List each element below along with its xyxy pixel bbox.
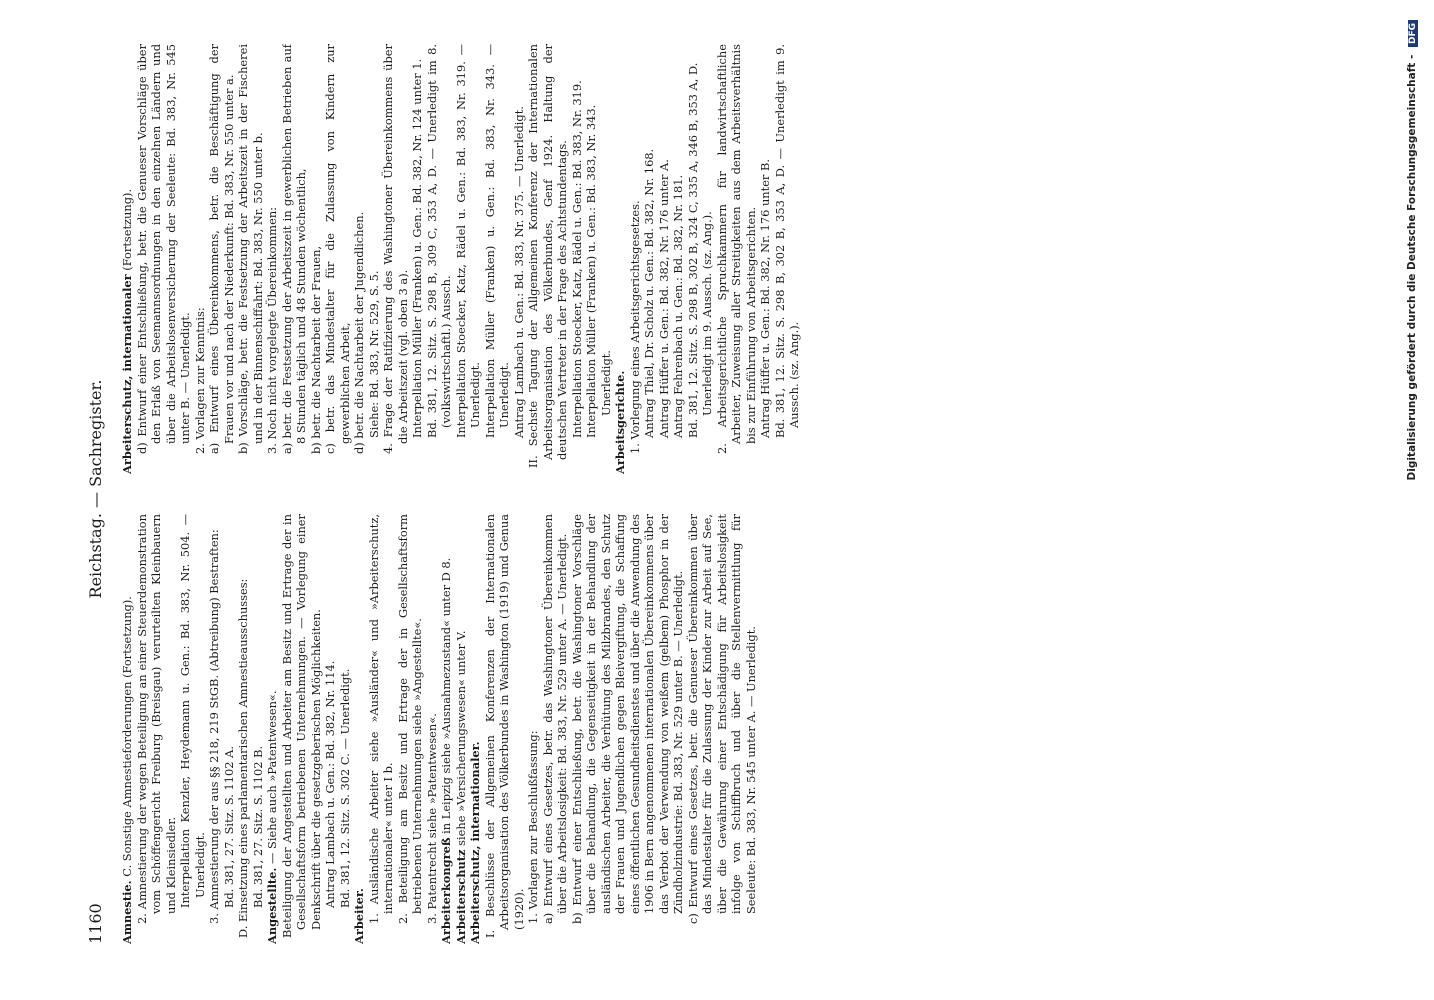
entry-text: a) betr. die Festsetzung der Arbeitszeit in gewerblichen Betrieben auf 8 Stunden täglich und 48 Stunden wöchentlich, <box>279 44 308 454</box>
left-column <box>120 514 1370 944</box>
index-entry <box>135 514 179 944</box>
index-entry <box>425 514 440 944</box>
index-entry <box>251 514 266 944</box>
entry-text: c) betr. das Mindestalter für die Zulassung von Kindern zur gewerblichen Arbeit, <box>323 44 352 454</box>
entry-text: a) Entwurf eines Gesetzes, betr. das Washingtoner Übereinkommen über die Arbeitslosigkeit: Bd. 383, Nr. 529 unter A. — Unerledigt. <box>540 514 569 924</box>
entry-text: Bd. 381, 12. Sitz. S. 298 B, 309 C, 353 A, D. — Unerledigt im 8. (volkswirtschaftl.) Aussch. <box>424 44 453 438</box>
entry-text: Unerledigt. <box>598 350 613 416</box>
index-entry <box>222 514 237 944</box>
index-entry <box>526 44 570 474</box>
entry-text: 1. Vorlegung eines Arbeitsgerichtsgesetzes. <box>627 200 642 454</box>
entry-text: c) Entwurf eines Gesetzes, betr. die Genueser Übereinkommen über das Mindestalter für die Zulassung der Kinder zur Arbeit auf See, über die Gewährung einer Entschädigung für Arbeitslosigkeit infolge von Schiffbruch und über die Stellenvermittlung für Seeleute: Bd. 383, Nr. 545 unter A. — Unerledigt. <box>685 514 758 924</box>
entry-keyword: Arbeiterschutz, internationaler <box>120 274 134 474</box>
entry-text: II. Sechste Tagung der Allgemeinen Konferenz der Internationalen Arbeitsorganisation des Völkerbundes, Genf 1924. Haltung der deutschen Vertreter in der Frage des Achtstundentags. <box>526 44 569 468</box>
index-entry <box>483 44 512 474</box>
index-entry <box>236 514 251 944</box>
entry-text: C. Sonstige Amnestieforderungen (Fortsetzung). <box>120 596 134 881</box>
index-entry <box>410 44 425 474</box>
index-entry <box>483 514 527 944</box>
index-entry <box>671 44 686 474</box>
index-entry <box>686 514 759 944</box>
entry-text: Antrag Thiel, Dr. Scholz u. Gen.: Bd. 382, Nr. 168. <box>642 148 656 438</box>
entry-text: 2. Arbeitsgerichtliche Spruchkammern für landwirtschaftliche Arbeiter, Zuweisung aller Streitigkeiten aus dem Arbeitsverhältnis bis zur Einführung von Arbeitsgerichten. <box>714 44 758 454</box>
entry-keyword: Arbeiter. <box>352 888 366 944</box>
index-entry <box>584 44 599 474</box>
entry-text: Interpellation Müller (Franken) u. Gen.: Bd. 383, Nr. 343. <box>584 104 598 438</box>
dfg-logo: DFG <box>1408 20 1418 47</box>
entry-keyword: Arbeiterschutz <box>453 849 468 944</box>
index-entry <box>642 44 657 474</box>
right-column <box>120 44 1370 474</box>
index-entry <box>468 514 483 944</box>
entry-text: 2. Beteiligung am Besitz und Ertrage der in Gesellschaftsform betriebenen Unternehmungen siehe »Angestellte«. <box>395 514 424 924</box>
entry-text: Antrag Lambach u. Gen.: Bd. 383, Nr. 375. — Unerledigt. <box>511 106 526 438</box>
index-entry <box>628 44 643 474</box>
entry-text: a) Entwurf eines Übereinkommens, betr. die Beschäftigung der Frauen vor und nach der Niederkunft: Bd. 383, Nr. 550 unter a. <box>207 44 236 454</box>
entry-keyword: Arbeitsgerichte. <box>613 370 627 474</box>
entry-text: 2. Vorlagen zur Kenntnis: <box>192 307 207 454</box>
entry-text: 1. Vorlagen zur Beschlußfassung: <box>526 730 540 924</box>
entry-text: 4. Frage der Ratifizierung des Washingtoner Übereinkommens über die Arbeitszeit (vgl. oben 3 a). <box>381 44 410 454</box>
entry-text: 1. Ausländische Arbeiter siehe »Ausländer« und »Arbeiterschutz, internationaler« unter I b. <box>366 514 395 924</box>
entry-text: Bd. 381, 12. Sitz. S. 302 C. — Unerledigt. <box>337 668 352 908</box>
entry-text: in Leipzig siehe »Ausnahmezustand« unter D 8. <box>439 557 453 838</box>
index-entry <box>599 44 614 474</box>
entry-text: Antrag Hüffer u. Gen.: Bd. 382, Nr. 176 unter B. <box>758 159 772 438</box>
entry-text: Antrag Hüffer u. Gen.: Bd. 382, Nr. 176 unter A. <box>656 159 671 438</box>
entry-keyword: Arbeiterschutz, internationaler. <box>468 741 482 944</box>
index-entry <box>425 44 454 474</box>
index-entry <box>657 44 672 474</box>
entry-keyword: Angestellte. <box>265 867 279 944</box>
entry-text: Interpellation Müller (Franken) u. Gen.: Bd. 382, Nr. 124 unter 1. <box>410 58 424 438</box>
entry-text: 3. Patentrecht siehe »Patentwesen«. <box>424 713 439 924</box>
index-entry <box>352 44 367 474</box>
entry-text: 3. Amnestierung der aus §§ 218, 219 StGB. (Abtreibung) Bestraften: <box>207 529 221 924</box>
entry-keyword: Arbeiterkongreß <box>439 837 453 944</box>
index-entry <box>265 44 280 474</box>
entry-text: Unerledigt im 9. Aussch. (sz. Ang.). <box>700 211 714 416</box>
entry-text: b) Vorschläge, betr. die Festsetzung der Arbeitszeit in der Fischerei und in der Binnenschiffahrt: Bd. 383, Nr. 550 unter b. <box>236 44 265 454</box>
entry-keyword: Amnestie. <box>120 880 134 944</box>
index-entry <box>207 514 222 944</box>
entry-text: Beteiligung der Angestellten und Arbeiter am Besitz und Ertrage der in Gesellschaftsform betriebenen Unternehmungen. — Vorlegung einer Denkschrift über die gesetzgeberischen Möglichkeiten. <box>279 514 323 938</box>
index-entry <box>541 514 570 944</box>
index-entry <box>512 44 527 474</box>
entry-text: Bd. 381, 27. Sitz. S. 1102 B. <box>250 745 265 908</box>
index-entry <box>309 44 324 474</box>
entry-text: Antrag Fehrenbach u. Gen.: Bd. 382, Nr. 181. <box>671 174 685 438</box>
index-entry <box>193 44 208 474</box>
index-entry <box>178 514 207 944</box>
index-entry <box>265 514 280 944</box>
entry-text: b) Entwurf einer Entschließung, betr. die Washingtoner Vorschläge über die Behandlung, die Gegenseitigkeit in der Behandlung der ausländischen Arbeiter, die Verhütung des Milzbrandes, den Schutz der Frauen und Jugendlichen gegen Bleivergiftung, die Schaffung eines öffentlichen Gesundheitsdienstes und über die Anwendung des 1906 in Bern angenommenen internationalen Übereinkommens über das Verbot der Verwendung von weißem (gelbem) Phosphor in der Zündholzindustrie: Bd. 383, Nr. 529 unter B. — Unerledigt. <box>569 514 685 924</box>
entry-text: 3. Noch nicht vorgelegte Übereinkommen: <box>265 206 279 454</box>
entry-text: (Fortsetzung). <box>120 188 134 275</box>
entry-text: d) betr. die Nachtarbeit der Jugendlichen. <box>352 211 366 454</box>
page-header <box>86 34 112 944</box>
index-entry <box>338 514 353 944</box>
index-entry <box>439 514 454 944</box>
index-entry <box>526 514 541 944</box>
index-entry <box>715 44 759 474</box>
entry-text: Interpellation Kenzler, Heydemann u. Gen.: Bd. 383, Nr. 504. — Unerledigt. <box>178 514 207 908</box>
index-entry <box>352 514 367 944</box>
index-entry <box>280 514 324 944</box>
entry-text: b) betr. die Nachtarbeit der Frauen, <box>308 245 323 454</box>
index-entry <box>381 44 410 474</box>
entry-text: 2. Amnestierung der wegen Beteiligung an einer Steuerdemonstration vom Schöffengericht Freiburg (Breisgau) verurteilten Kleinbauern und Kleinsiedler. <box>134 514 178 924</box>
index-entry <box>135 44 193 474</box>
stamp-text: Digitalisierung gefördert durch die Deutsche Forschungsgemeinschaft - <box>1406 54 1418 481</box>
index-entry <box>613 44 628 474</box>
index-entry <box>454 514 469 944</box>
entry-text: Bd. 381, 12. Sitz. S. 298 B, 302 B, 353 A, D. — Unerledigt im 9. Aussch. (sz. Ang.). <box>772 44 801 438</box>
index-entry <box>758 44 773 474</box>
entry-text: — Siehe auch »Patentwesen«. <box>265 690 279 868</box>
index-entry <box>570 514 686 944</box>
index-entry <box>367 44 382 474</box>
entry-text: I. Beschlüsse der Allgemeinen Konferenzen der Internationalen Arbeitsorganisation des Völkerbundes in Washington (1919) und Genua (1920). <box>482 514 526 938</box>
entry-text: d) Entwurf einer Entschließung, betr. die Genueser Vorschläge über den Erlaß von Seemannsordnungen in den einzelnen Ländern und über die Arbeitslosenversicherung der Seeleute: Bd. 383, Nr. 545 unter B. — Unerledigt. <box>134 44 192 454</box>
index-entry <box>120 514 135 944</box>
index-entry <box>120 44 135 474</box>
index-entry <box>396 514 425 944</box>
running-title: Reichstag. — Sachregister. <box>86 379 105 599</box>
index-entry <box>280 44 309 474</box>
index-entry <box>454 44 483 474</box>
index-entry <box>236 44 265 474</box>
index-entry <box>700 44 715 474</box>
entry-text: Siehe: Bd. 383, Nr. 529, S. 5. <box>366 270 381 438</box>
entry-text: Bd. 381, 12. Sitz. S. 298 B, 302 B, 324 C, 335 A, 346 B, 353 A, D. <box>685 62 700 438</box>
entry-text: Interpellation Stoecker, Katz, Rädel u. Gen.: Bd. 383, Nr. 319. <box>569 80 584 438</box>
entry-text: siehe »Versicherungswesen« unter V. <box>453 630 468 850</box>
entry-text: Interpellation Stoecker, Katz, Rädel u. Gen.: Bd. 383, Nr. 319. — Unerledigt. <box>453 44 482 438</box>
entry-text: Interpellation Müller (Franken) u. Gen.: Bd. 383, Nr. 343. — Unerledigt. <box>482 44 511 438</box>
index-entry <box>323 44 352 474</box>
page-number: 1160 <box>86 903 105 944</box>
index-entry <box>686 44 701 474</box>
entry-text: Bd. 381, 27. Sitz. S. 1102 A. <box>221 746 236 908</box>
index-entry <box>367 514 396 944</box>
rotated-page <box>80 14 1380 964</box>
entry-text: Antrag Lambach u. Gen.: Bd. 382, Nr. 114. <box>323 660 337 908</box>
index-entry <box>773 44 802 474</box>
entry-text: D. Einsetzung eines parlamentarischen Amnestieausschusses: <box>236 578 250 938</box>
index-entry <box>207 44 236 474</box>
index-entry <box>570 44 585 474</box>
index-entry <box>323 514 338 944</box>
digitization-stamp <box>1404 10 1428 990</box>
